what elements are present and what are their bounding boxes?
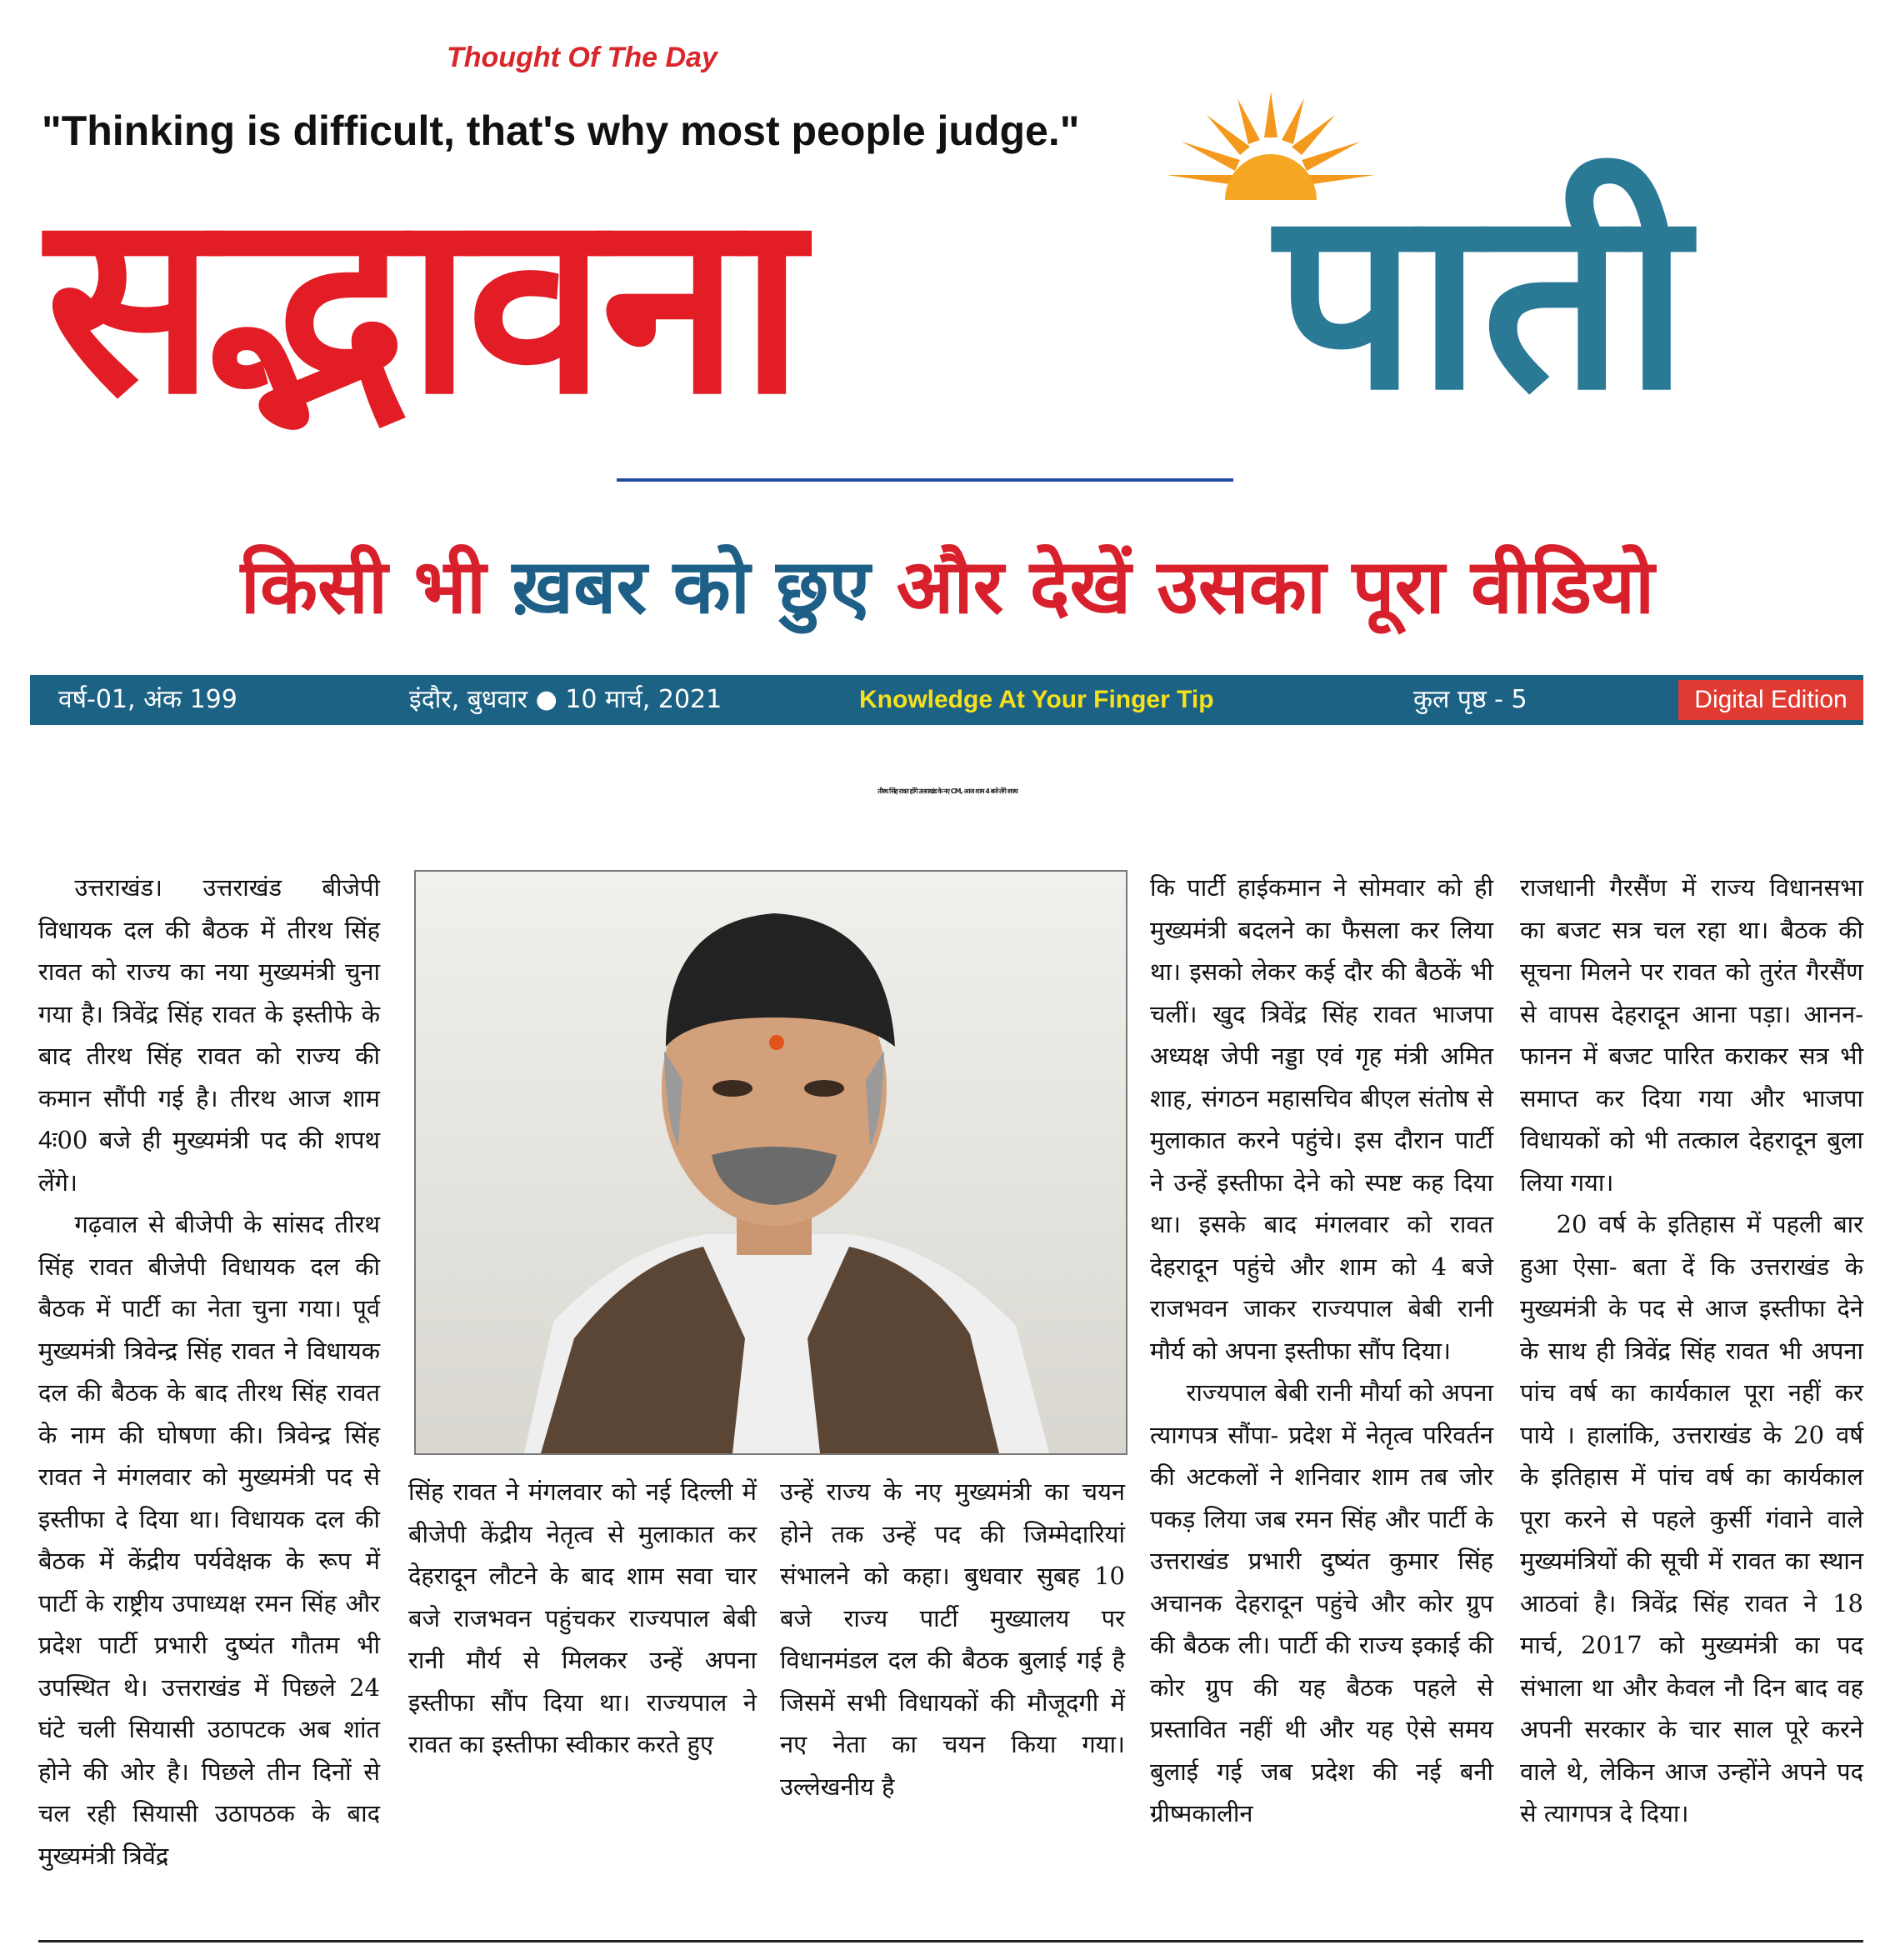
tagline-part-3: और देखें उसका पूरा वीडियो	[896, 543, 1655, 631]
thought-quote: "Thinking is difficult, that's why most people judge."	[42, 108, 1080, 154]
place-date: इंदौर, बुधवार ● 10 मार्च, 2021	[409, 685, 722, 714]
masthead-underline	[617, 478, 1233, 482]
chief-minister-photo	[414, 870, 1128, 1455]
article-paragraph: उत्तराखंड। उत्तराखंड बीजेपी विधायक दल की बैठक में तीरथ सिंह रावत को राज्य का नया मुख्यमंत्री चुना गया है। त्रिवेंद्र सिंह रावत के इस्तीफे के बाद तीरथ सिंह रावत को राज्य की कमान सौंपी गई है। तीरथ आज शाम 4ः00 बजे ही मुख्यमंत्री पद की शपथ लेंगे।	[38, 873, 380, 1197]
article-paragraph: राज्यपाल बेबी रानी मौर्या को अपना त्यागपत्र सौंपा- प्रदेश में नेतृत्व परिवर्तन की अटकलों ने शनिवार शाम तब जोर पकड़ लिया जब रमन सिंह और पार्टी के उत्तराखंड प्रभारी दुष्यंत कुमार सिंह अचानक देहरादून पहुंचे और कोर ग्रुप की बैठक ली। पार्टी की राज्य इकाई की कोर ग्रुप की यह बैठक पहले से प्रस्तावित नहीं थी और यह ऐसे समय बुलाई गई जब प्रदेश की नई बनी ग्रीष्मकालीन	[1150, 1378, 1493, 1828]
thought-of-the-day-label: Thought Of The Day	[447, 42, 718, 73]
page-count: कुल पृष्ठ - 5	[1413, 685, 1528, 714]
article-paragraph: उन्हें राज्य के नए मुख्यमंत्री का चयन होने तक उन्हें पद की जिम्मेदारियां संभालने को कहा। बुधवार सुबह 10 बजे राज्य पार्टी मुख्यालय पर विधानमंडल दल की बैठक बुलाई गई है जिसमें सभी विधायकों की मौजूदगी में नए नेता का चयन किया गया। उल्लेखनीय है	[780, 1478, 1125, 1801]
digital-edition-badge: Digital Edition	[1678, 680, 1863, 720]
article-paragraph: गढ़वाल से बीजेपी के सांसद तीरथ सिंह रावत बीजेपी विधायक दल की बैठक में पार्टी का नेता चुना गया। पूर्व मुख्यमंत्री त्रिवेन्द्र सिंह रावत ने विधायक दल की बैठक के बाद तीरथ सिंह रावत के नाम की घोषणा की। त्रिवेन्द्र सिंह रावत ने मंगलवार को मुख्यमंत्री पद से इस्तीफा दे दिया था। विधायक दल की बैठक में केंद्रीय पर्यवेक्षक के रूप में पार्टी के राष्ट्रीय उपाध्यक्ष रमन सिंह और प्रदेश पार्टी प्रभारी दुष्यंत गौतम भी उपस्थित थे। उत्तराखंड में पिछले 24 घंटे चली सियासी उठापटक अब शांत होने की ओर है। पिछले तीन दिनों से चल रही सियासी उठापठक के बाद मुख्यमंत्री त्रिवेंद्र	[38, 1210, 380, 1870]
article-paragraph: 20 वर्ष के इतिहास में पहली बार हुआ ऐसा- बता दें कि उत्तराखंड के मुख्यमंत्री के पद से आज इस्तीफा देने के साथ ही त्रिवेंद्र सिंह रावत भी अपना पांच वर्ष का कार्यकाल पूरा नहीं कर पाये । हालांकि, उत्तराखंड के 20 वर्ष के इतिहास में पांच वर्ष का कार्यकाल पूरा करने से पहले कुर्सी गंवाने वाले मुख्यमंत्रियों की सूची में रावत का स्थान आठवां है। त्रिवेंद्र सिंह रावत ने 18 मार्च, 2017 को मुख्यमंत्री का पद संभाला था और केवल नौ दिन बाद वह अपनी सरकार के चार साल पूरे करने वाले थे, लेकिन आज उन्होंने अपने पद से त्यागपत्र दे दिया।	[1520, 1210, 1863, 1828]
article-paragraph: राजधानी गैरसैंण में राज्य विधानसभा का बजट सत्र चल रहा था। बैठक की सूचना मिलने पर रावत को तुरंत गैरसैंण से वापस देहरादून आना पड़ा। आनन-फानन में बजट पारित कराकर सत्र भी समाप्त कर दिया गया और भाजपा विधायकों को भी तत्काल देहरादून बुला लिया गया।	[1520, 873, 1863, 1197]
article-column-1	[38, 867, 380, 1877]
article-paragraph: कि पार्टी हाईकमान ने सोमवार को ही मुख्यमंत्री बदलने का फैसला कर लिया था। इसको लेकर कई दौर की बैठकें भी चलीं। खुद त्रिवेंद्र सिंह रावत भाजपा अध्यक्ष जेपी नड्डा एवं गृह मंत्री अमित शाह, संगठन महासचिव बीएल संतोष से मुलाकात करने पहुंचे। इस दौरान पार्टी ने उन्हें इस्तीफा देने को स्पष्ट कह दिया था। इसके बाद मंगलवार को रावत देहरादून पहुंचे और शाम को 4 बजे राजभवन जाकर राज्यपाल बेबी रानी मौर्य को अपना इस्तीफा सौंप दिया।	[1150, 873, 1493, 1365]
tagline-part-2: ख़बर को छुए	[512, 543, 897, 631]
article-column-5	[1520, 867, 1863, 1835]
article-column-2	[408, 1471, 757, 1766]
bottom-rule	[38, 1940, 1863, 1942]
article-column-3	[780, 1471, 1125, 1808]
article-column-4	[1150, 867, 1493, 1835]
tagline-part-1: किसी भी	[240, 543, 512, 631]
article-paragraph: सिंह रावत ने मंगलवार को नई दिल्ली में बीजेपी केंद्रीय नेतृत्व से मुलाकात कर देहरादून लौटने के बाद शाम सवा चार बजे राजभवन पहुंचकर राज्यपाल बेबी रानी मौर्य से मिलकर उन्हें अपना इस्तीफा सौंप दिया था। राज्यपाल ने रावत का इस्तीफा स्वीकार करते हुए	[408, 1478, 757, 1758]
tagline	[0, 542, 1895, 633]
article-headline: तीरथ सिंह रावत होंगे उत्तराखंड के नए CM, आज शाम 4 बजे लेंगे शपथ	[878, 788, 1018, 795]
issue-number: वर्ष-01, अंक 199	[58, 685, 238, 714]
slogan: Knowledge At Your Finger Tip	[859, 686, 1214, 713]
masthead-title-blue: पाती	[1275, 154, 1689, 445]
info-bar	[30, 675, 1863, 725]
masthead-title-red: सद्भावना	[46, 158, 800, 449]
